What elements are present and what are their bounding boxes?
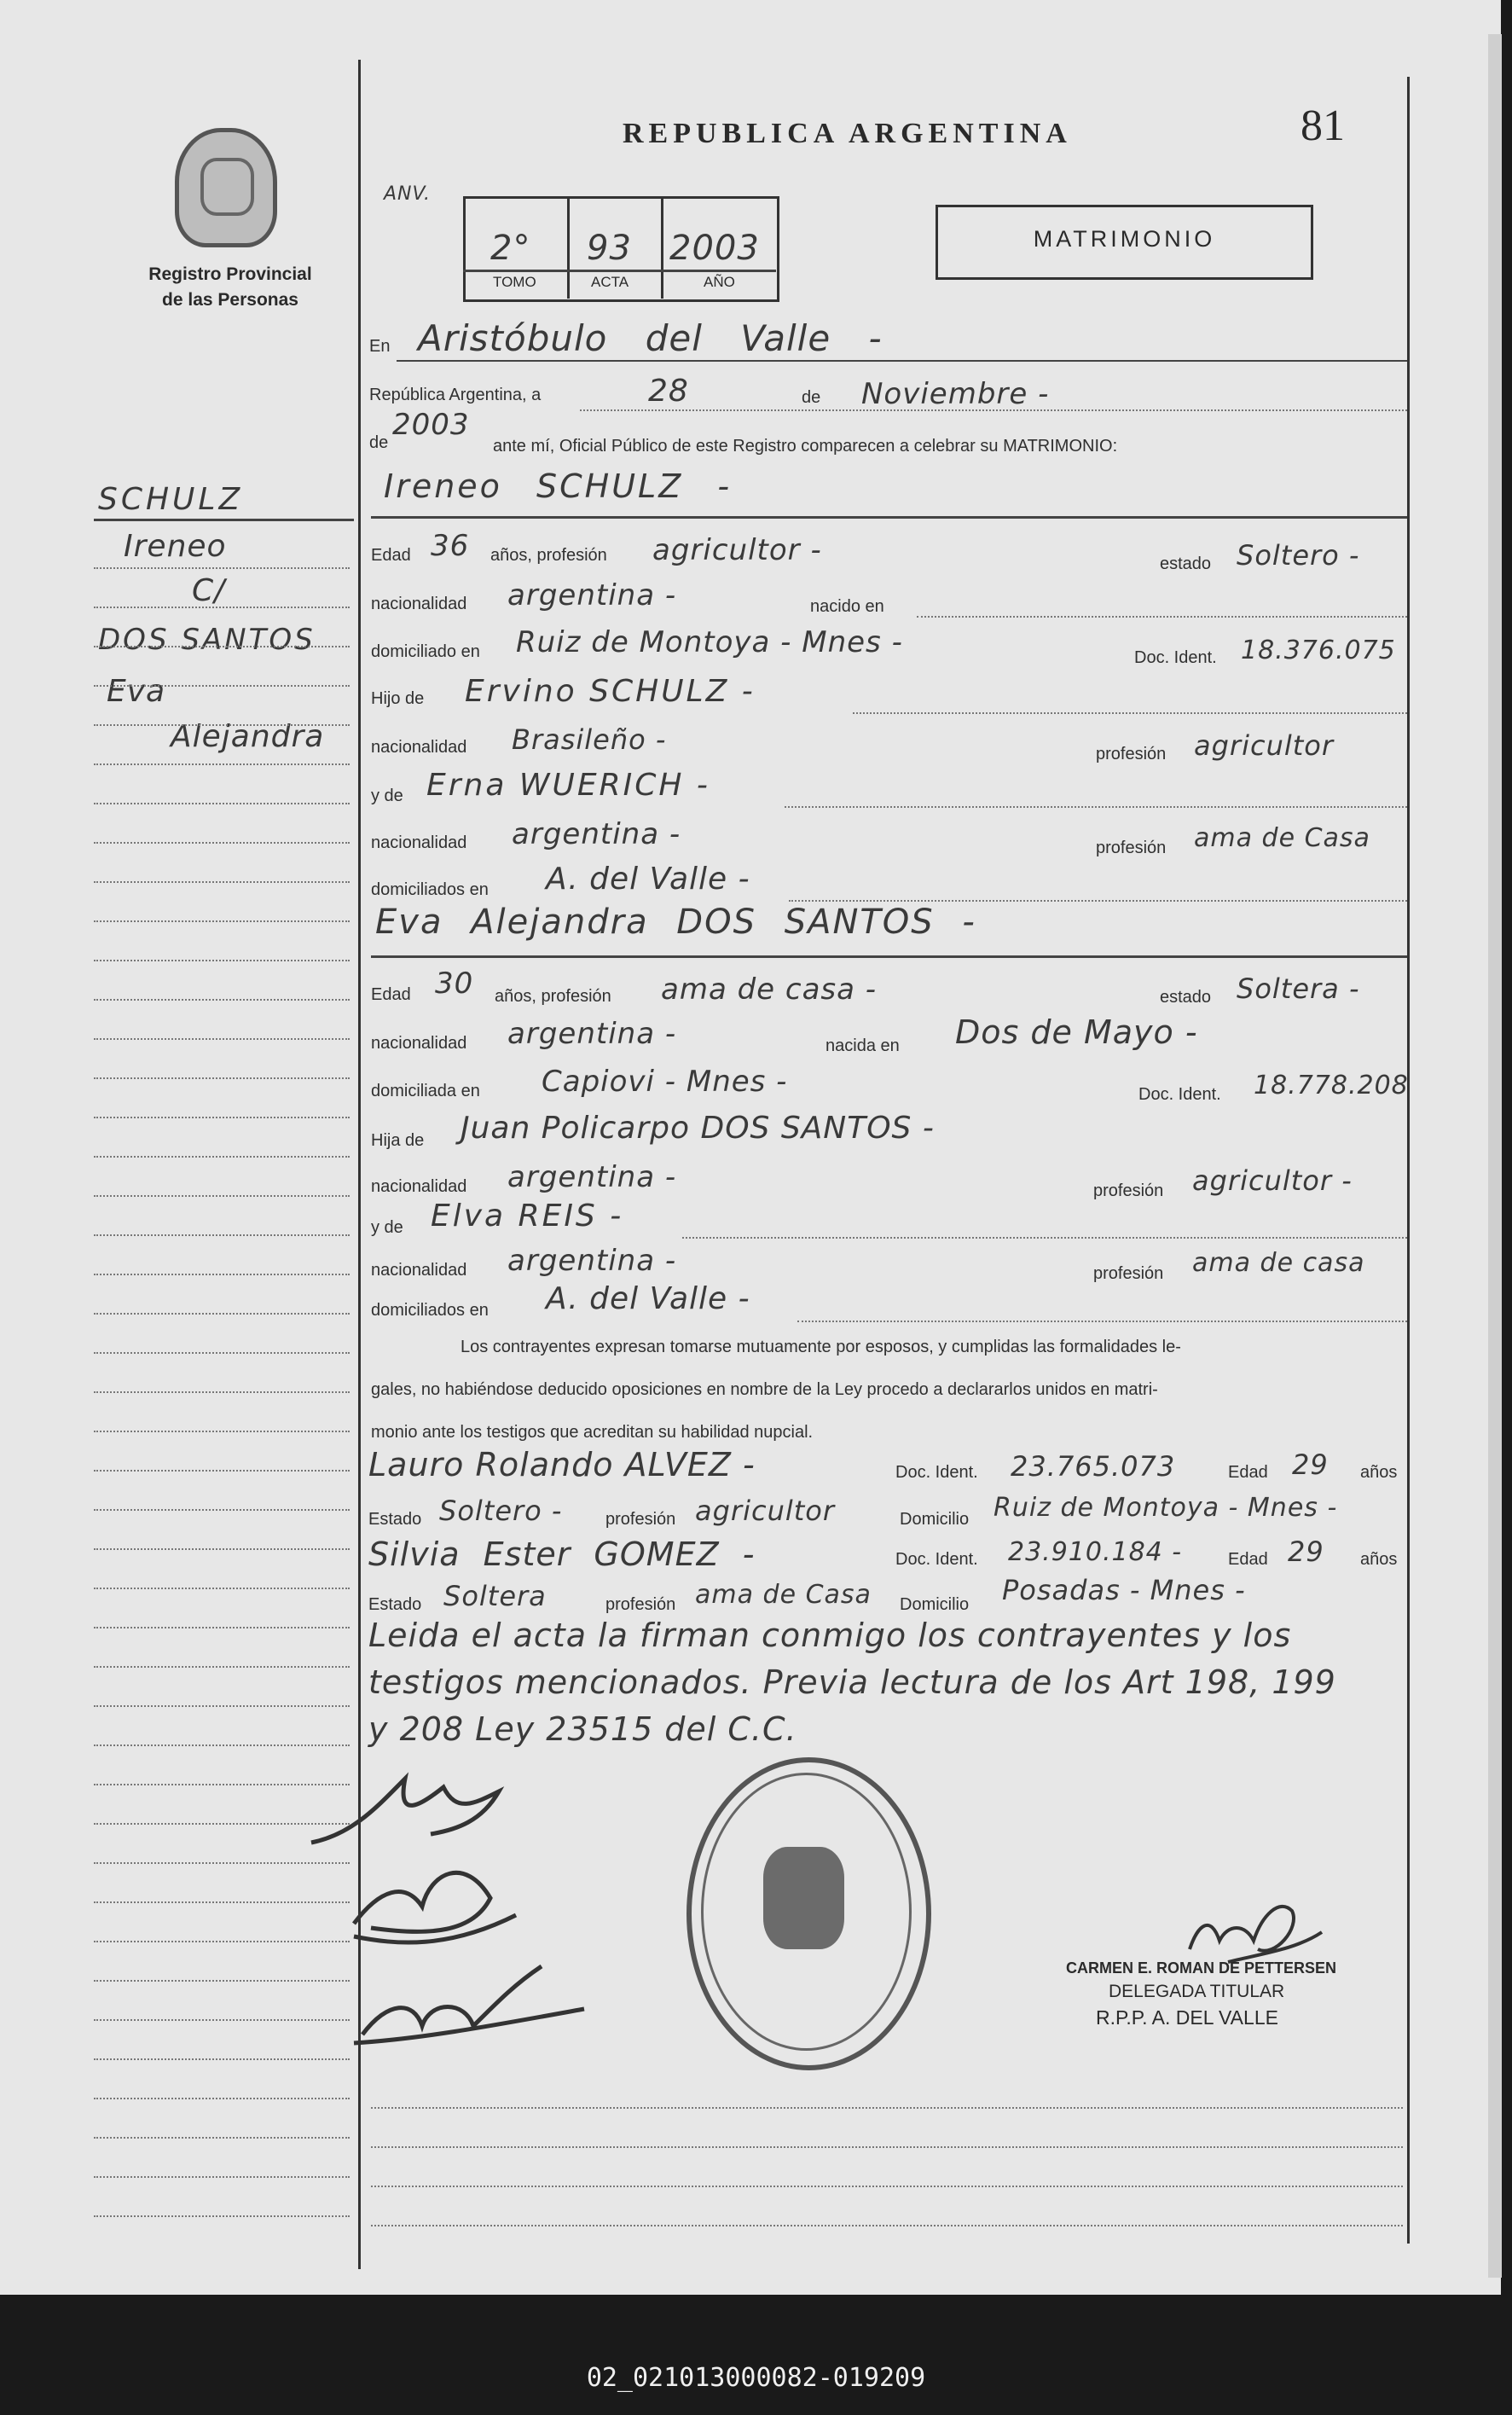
bride-name: Eva Alejandra DOS SANTOS -: [375, 903, 976, 942]
field-rule: [682, 1237, 1407, 1239]
witness1-doc: 23.765.073: [1011, 1450, 1176, 1483]
groom-edad-label: Edad: [371, 546, 411, 565]
groom-madre-prof: ama de Casa: [1194, 823, 1370, 853]
month-value: Noviembre -: [861, 377, 1050, 411]
statement-line1: Los contrayentes expresan tomarse mutuamente por esposos, y cumplidas las formalidades le-: [461, 1338, 1181, 1356]
bride-nacida-label: nacida en: [826, 1036, 900, 1055]
witness2-prof-label: profesión: [605, 1595, 676, 1614]
box-divider: [463, 270, 776, 272]
margin-ruled-line: [94, 960, 350, 961]
margin-ruled-line: [94, 920, 350, 922]
margin-ruled-line: [94, 1666, 350, 1668]
margin-ruled-line: [94, 1744, 350, 1746]
witness2-domicilio: Posadas - Mnes -: [1002, 1574, 1246, 1606]
ante-text: ante mí, Oficial Público de este Registro comparecen a celebrar su MATRIMONIO:: [493, 437, 1118, 456]
bride-dom-label: domiciliada en: [371, 1082, 480, 1100]
margin-ruled-line: [94, 1901, 350, 1903]
witness1-estado-label: Estado: [368, 1510, 422, 1529]
margin-ruled-line: [94, 1823, 350, 1825]
anio-value: 2003: [669, 229, 760, 268]
witness1-domicilio: Ruiz de Montoya - Mnes -: [994, 1493, 1338, 1523]
year-prefix-label: de: [369, 433, 389, 452]
official-office: R.P.P. A. DEL VALLE: [1096, 2006, 1278, 2029]
record-type: MATRIMONIO: [1033, 226, 1216, 252]
margin-name2a: Eva: [107, 674, 166, 709]
tomo-label: TOMO: [493, 274, 536, 290]
margin-ruled-line: [94, 1470, 350, 1472]
witness2-doc-label: Doc. Ident.: [895, 1550, 978, 1569]
year-value: 2003: [392, 408, 470, 442]
section-rule: [371, 516, 1407, 519]
margin-ruled-line: [94, 1195, 350, 1197]
margin-ruled-line: [94, 1077, 350, 1079]
witness1-estado: Soltero -: [439, 1495, 563, 1527]
groom-padre-nac: Brasileño -: [512, 723, 667, 756]
section-rule: [371, 955, 1407, 958]
bride-doc-label: Doc. Ident.: [1138, 1085, 1221, 1104]
tomo-value: 2°: [490, 229, 531, 268]
witness1-dom-label: Domicilio: [900, 1510, 970, 1529]
witness2-profesion: ama de Casa: [695, 1580, 872, 1610]
groom-estado: Soltero -: [1237, 539, 1360, 572]
margin-ruled-line: [94, 2137, 350, 2139]
body-ruled-line: [371, 2225, 1403, 2226]
margin-ruled-line: [94, 1627, 350, 1628]
bride-madre-prof: ama de casa: [1192, 1248, 1365, 1278]
groom-doc: 18.376.075: [1241, 636, 1396, 665]
statement-line2: gales, no habiéndose deducido oposiciones en nombre de la Ley procedo a declararlos unidos en matri-: [371, 1380, 1158, 1399]
groom-nacionalidad: argentina -: [507, 578, 677, 612]
witness1-profesion: agricultor: [695, 1495, 836, 1527]
field-rule: [789, 900, 1407, 902]
margin-surname: SCHULZ: [98, 482, 244, 517]
groom-name: Ireneo SCHULZ -: [384, 467, 733, 505]
margin-ruled-line: [94, 999, 350, 1001]
bride-edad: 30: [435, 967, 474, 1001]
bride-yde-label: y de: [371, 1218, 403, 1237]
margin-ruled-line: [94, 1313, 350, 1315]
acta-value: 93: [587, 229, 632, 268]
bride-nacionalidad: argentina -: [507, 1017, 677, 1051]
witness2-edad: 29: [1288, 1535, 1324, 1568]
witness2-anos-label: años: [1360, 1550, 1398, 1569]
margin-ruled-line: [94, 1352, 350, 1354]
de-label: de: [802, 388, 821, 407]
witness2-dom-label: Domicilio: [900, 1595, 970, 1614]
day-value: 28: [648, 374, 689, 409]
margin-ruled-line: [94, 1784, 350, 1785]
bride-madre-prof-label: profesión: [1093, 1264, 1164, 1283]
groom-madre-nac-label: nacionalidad: [371, 833, 467, 852]
closing-line2: testigos mencionados. Previa lectura de los Art 198, 199: [368, 1663, 1336, 1701]
groom-padre: Ervino SCHULZ -: [465, 674, 756, 709]
field-rule: [580, 409, 1407, 411]
margin-ruled-line: [94, 724, 350, 726]
margin-ruled-line: [94, 1156, 350, 1158]
margin-ruled-line: [94, 1274, 350, 1275]
witness2-doc: 23.910.184 -: [1008, 1537, 1183, 1567]
field-rule: [917, 616, 1407, 618]
closing-line3: y 208 Ley 23515 del C.C.: [368, 1710, 797, 1748]
paper-edge: [1488, 34, 1502, 2278]
field-rule: [397, 360, 1407, 362]
bride-estado: Soltera -: [1237, 972, 1360, 1005]
margin-ruled-line: [94, 1705, 350, 1707]
margin-conj: C/: [192, 573, 226, 608]
margin-ruled-line: [94, 1548, 350, 1550]
bride-doc: 18.778.208: [1254, 1071, 1409, 1100]
acta-label: ACTA: [591, 274, 629, 290]
registry-name-line1: Registro Provincial: [148, 264, 312, 284]
groom-dom-label: domiciliado en: [371, 642, 480, 661]
bride-nac-label: nacionalidad: [371, 1034, 467, 1053]
bride-madre-nac: argentina -: [507, 1244, 677, 1278]
groom-padre-nac-label: nacionalidad: [371, 738, 467, 757]
margin-name: Ireneo: [124, 529, 227, 564]
bride-padre-prof: agricultor -: [1192, 1164, 1353, 1197]
margin-ruled-line: [94, 2058, 350, 2060]
official-title: DELEGADA TITULAR: [1109, 1982, 1285, 2001]
record-abbr: ANV.: [384, 183, 432, 205]
official-name: CARMEN E. ROMAN DE PETTERSEN: [1066, 1959, 1337, 1977]
bride-doms-label: domiciliados en: [371, 1301, 489, 1320]
groom-padre-prof-label: profesión: [1096, 745, 1167, 763]
margin-name2b: Alejandra: [171, 719, 325, 754]
bride-nacida: Dos de Mayo -: [955, 1013, 1198, 1051]
witness1-name: Lauro Rolando ALVEZ -: [368, 1446, 756, 1483]
right-margin-rule: [1407, 77, 1410, 2244]
signature-witness: [354, 1966, 584, 2043]
margin-ruled-line: [94, 1431, 350, 1432]
bride-padres-dom: A. del Valle -: [546, 1281, 750, 1316]
anio-label: AÑO: [704, 274, 735, 290]
groom-edad: 36: [431, 529, 470, 563]
bride-profesion: ama de casa -: [661, 972, 878, 1007]
registry-name-line2: de las Personas: [162, 290, 298, 310]
image-caption: 02_021013000082-019209: [586, 2363, 926, 2393]
witness1-doc-label: Doc. Ident.: [895, 1463, 978, 1482]
margin-ruled-line: [94, 646, 350, 647]
groom-doms-label: domiciliados en: [371, 880, 489, 899]
witness1-prof-label: profesión: [605, 1510, 676, 1529]
bride-domicilio: Capiovi - Mnes -: [542, 1065, 788, 1099]
box-divider: [567, 196, 570, 299]
groom-nacido-label: nacido en: [810, 597, 884, 616]
field-rule: [853, 712, 1407, 714]
signature-bride: [354, 1872, 516, 1942]
margin-ruled-line: [94, 2176, 350, 2178]
margin-surname2: DOS SANTOS: [98, 623, 316, 657]
margin-ruled-line: [94, 1038, 350, 1040]
en-label: En: [369, 337, 391, 356]
groom-madre-nac: argentina -: [512, 817, 681, 851]
bride-estado-label: estado: [1160, 988, 1212, 1007]
margin-ruled-line: [94, 1234, 350, 1236]
witness2-edad-label: Edad: [1228, 1550, 1268, 1569]
bride-edad-label: Edad: [371, 985, 411, 1004]
margin-ruled-line: [94, 1509, 350, 1511]
margin-ruled-line: [94, 685, 350, 687]
bride-padre-nac: argentina -: [507, 1160, 677, 1194]
groom-yde-label: y de: [371, 787, 403, 805]
closing-line1: Leida el acta la firman conmigo los contrayentes y los: [368, 1617, 1292, 1654]
official-seal-center: [763, 1847, 844, 1949]
margin-ruled-line: [94, 763, 350, 765]
bride-padre: Juan Policarpo DOS SANTOS -: [461, 1111, 935, 1146]
margin-ruled-line: [94, 1588, 350, 1589]
signature-groom: [311, 1779, 499, 1843]
groom-madre: Erna WUERICH -: [426, 768, 710, 803]
witness2-estado: Soltera: [443, 1580, 547, 1612]
groom-nac-label: nacionalidad: [371, 595, 467, 613]
groom-domicilio: Ruiz de Montoya - Mnes -: [516, 625, 903, 659]
republica-label: República Argentina, a: [369, 386, 542, 404]
witness1-edad: 29: [1292, 1448, 1329, 1481]
signatures-group: [303, 1753, 661, 2094]
page-number: 81: [1301, 102, 1345, 150]
groom-estado-label: estado: [1160, 554, 1212, 573]
witness1-anos-label: años: [1360, 1463, 1398, 1482]
groom-padre-prof: agricultor: [1194, 729, 1335, 762]
margin-ruled-line: [94, 1391, 350, 1393]
groom-doc-label: Doc. Ident.: [1134, 648, 1217, 667]
groom-prof-label: años, profesión: [490, 546, 607, 565]
groom-profesion: agricultor -: [652, 533, 822, 567]
groom-hijo-label: Hijo de: [371, 689, 425, 708]
field-rule: [797, 1321, 1407, 1322]
bride-padre-prof-label: profesión: [1093, 1181, 1164, 1200]
bride-madre-nac-label: nacionalidad: [371, 1261, 467, 1280]
place-value: Aristóbulo del Valle -: [418, 317, 883, 359]
margin-ruled-line: [94, 567, 350, 569]
field-rule: [785, 806, 1407, 808]
witness2-name: Silvia Ester GOMEZ -: [368, 1535, 756, 1573]
margin-ruled-line: [94, 2019, 350, 2021]
margin-ruled-line: [94, 1117, 350, 1118]
statement-line3: monio ante los testigos que acreditan su habilidad nupcial.: [371, 1423, 814, 1442]
bride-prof-label: años, profesión: [495, 987, 611, 1006]
margin-ruled-line: [94, 1862, 350, 1864]
body-ruled-line: [371, 2107, 1403, 2109]
margin-ruled-line: [94, 842, 350, 844]
margin-rule: [94, 519, 354, 521]
margin-ruled-line: [94, 2098, 350, 2099]
margin-ruled-line: [94, 607, 350, 608]
bride-hija-label: Hija de: [371, 1131, 425, 1150]
box-divider: [661, 196, 663, 299]
body-ruled-line: [371, 2146, 1403, 2148]
country-heading: REPUBLICA ARGENTINA: [623, 118, 1072, 149]
margin-ruled-line: [94, 2215, 350, 2217]
witness1-edad-label: Edad: [1228, 1463, 1268, 1482]
bride-padre-nac-label: nacionalidad: [371, 1177, 467, 1196]
margin-ruled-line: [94, 881, 350, 883]
margin-ruled-line: [94, 803, 350, 804]
official-signature: [1177, 1890, 1330, 1971]
body-ruled-line: [371, 2186, 1403, 2187]
bride-madre: Elva REIS -: [431, 1199, 624, 1234]
margin-ruled-line: [94, 1941, 350, 1942]
witness2-estado-label: Estado: [368, 1595, 422, 1614]
coat-of-arms-seal: [175, 128, 277, 247]
groom-padres-dom: A. del Valle -: [546, 862, 750, 897]
groom-madre-prof-label: profesión: [1096, 839, 1167, 857]
margin-ruled-line: [94, 1980, 350, 1982]
